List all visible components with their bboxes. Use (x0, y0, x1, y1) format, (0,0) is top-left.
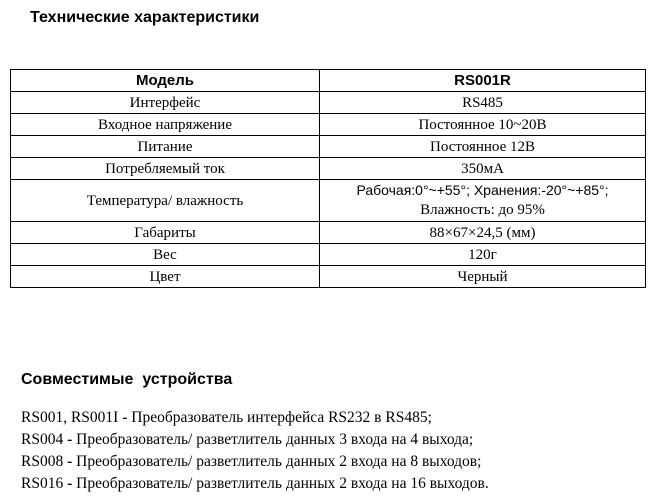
row-label-input-voltage: Входное напряжение (11, 114, 320, 136)
row-value-input-voltage: Постоянное 10~20В (320, 114, 646, 136)
header-label-cell: Модель (11, 70, 320, 92)
row-value-interface: RS485 (320, 92, 646, 114)
device-description: Преобразователь/ разветлитель данных 2 входа на 16 выходов. (76, 475, 489, 492)
row-label-interface: Интерфейс (11, 92, 320, 114)
device-description: Преобразователь интерфейса RS232 в RS485; (131, 409, 432, 426)
device-description: Преобразователь/ разветлитель данных 2 входа на 8 выходов; (76, 453, 482, 470)
row-value-dimensions: 88×67×24,5 (мм) (320, 222, 646, 244)
device-description: Преобразователь/ разветлитель данных 3 входа на 4 выхода; (76, 431, 474, 448)
device-separator: - (63, 431, 77, 448)
table-row (11, 266, 646, 288)
temperature-ranges: Рабочая:0°~+55°; Хранения:-20°~+85°; (356, 182, 609, 198)
row-label-dimensions: Габариты (11, 222, 320, 244)
row-label-color: Цвет (11, 266, 320, 288)
table-row (11, 158, 646, 180)
row-value-power: Постоянное 12В (320, 136, 646, 158)
specs-heading: Технические характеристики (30, 9, 260, 26)
humidity-range: Влажность: до 95% (420, 202, 545, 218)
list-item (21, 451, 489, 473)
table-row (11, 180, 646, 222)
device-code: RS008 (21, 453, 64, 470)
table-row (11, 114, 646, 136)
table-row (11, 92, 646, 114)
row-value-color: Черный (320, 266, 646, 288)
table-row (11, 244, 646, 266)
device-code: RS016 (21, 475, 64, 492)
row-value-temperature (320, 180, 646, 222)
row-label-power: Питание (11, 136, 320, 158)
row-label-weight: Вес (11, 244, 320, 266)
compatible-devices-heading: Совместимые устройства (21, 371, 233, 388)
row-value-current: 350мА (320, 158, 646, 180)
device-code: RS004 (21, 431, 64, 448)
row-label-current: Потребляемый ток (11, 158, 320, 180)
list-item (21, 407, 489, 429)
row-label-temperature: Температура/ влажность (11, 180, 320, 222)
row-value-weight: 120г (320, 244, 646, 266)
header-value-cell: RS001R (320, 70, 646, 92)
device-separator: - (63, 453, 77, 470)
compatible-devices-list (21, 407, 489, 495)
list-item (21, 473, 489, 495)
list-item (21, 429, 489, 451)
table-header-row (11, 70, 646, 92)
table-row (11, 136, 646, 158)
table-row (11, 222, 646, 244)
device-code: RS001, RS001I (21, 409, 119, 426)
device-separator: - (63, 475, 77, 492)
device-separator: - (118, 409, 132, 426)
specs-table (10, 69, 646, 288)
